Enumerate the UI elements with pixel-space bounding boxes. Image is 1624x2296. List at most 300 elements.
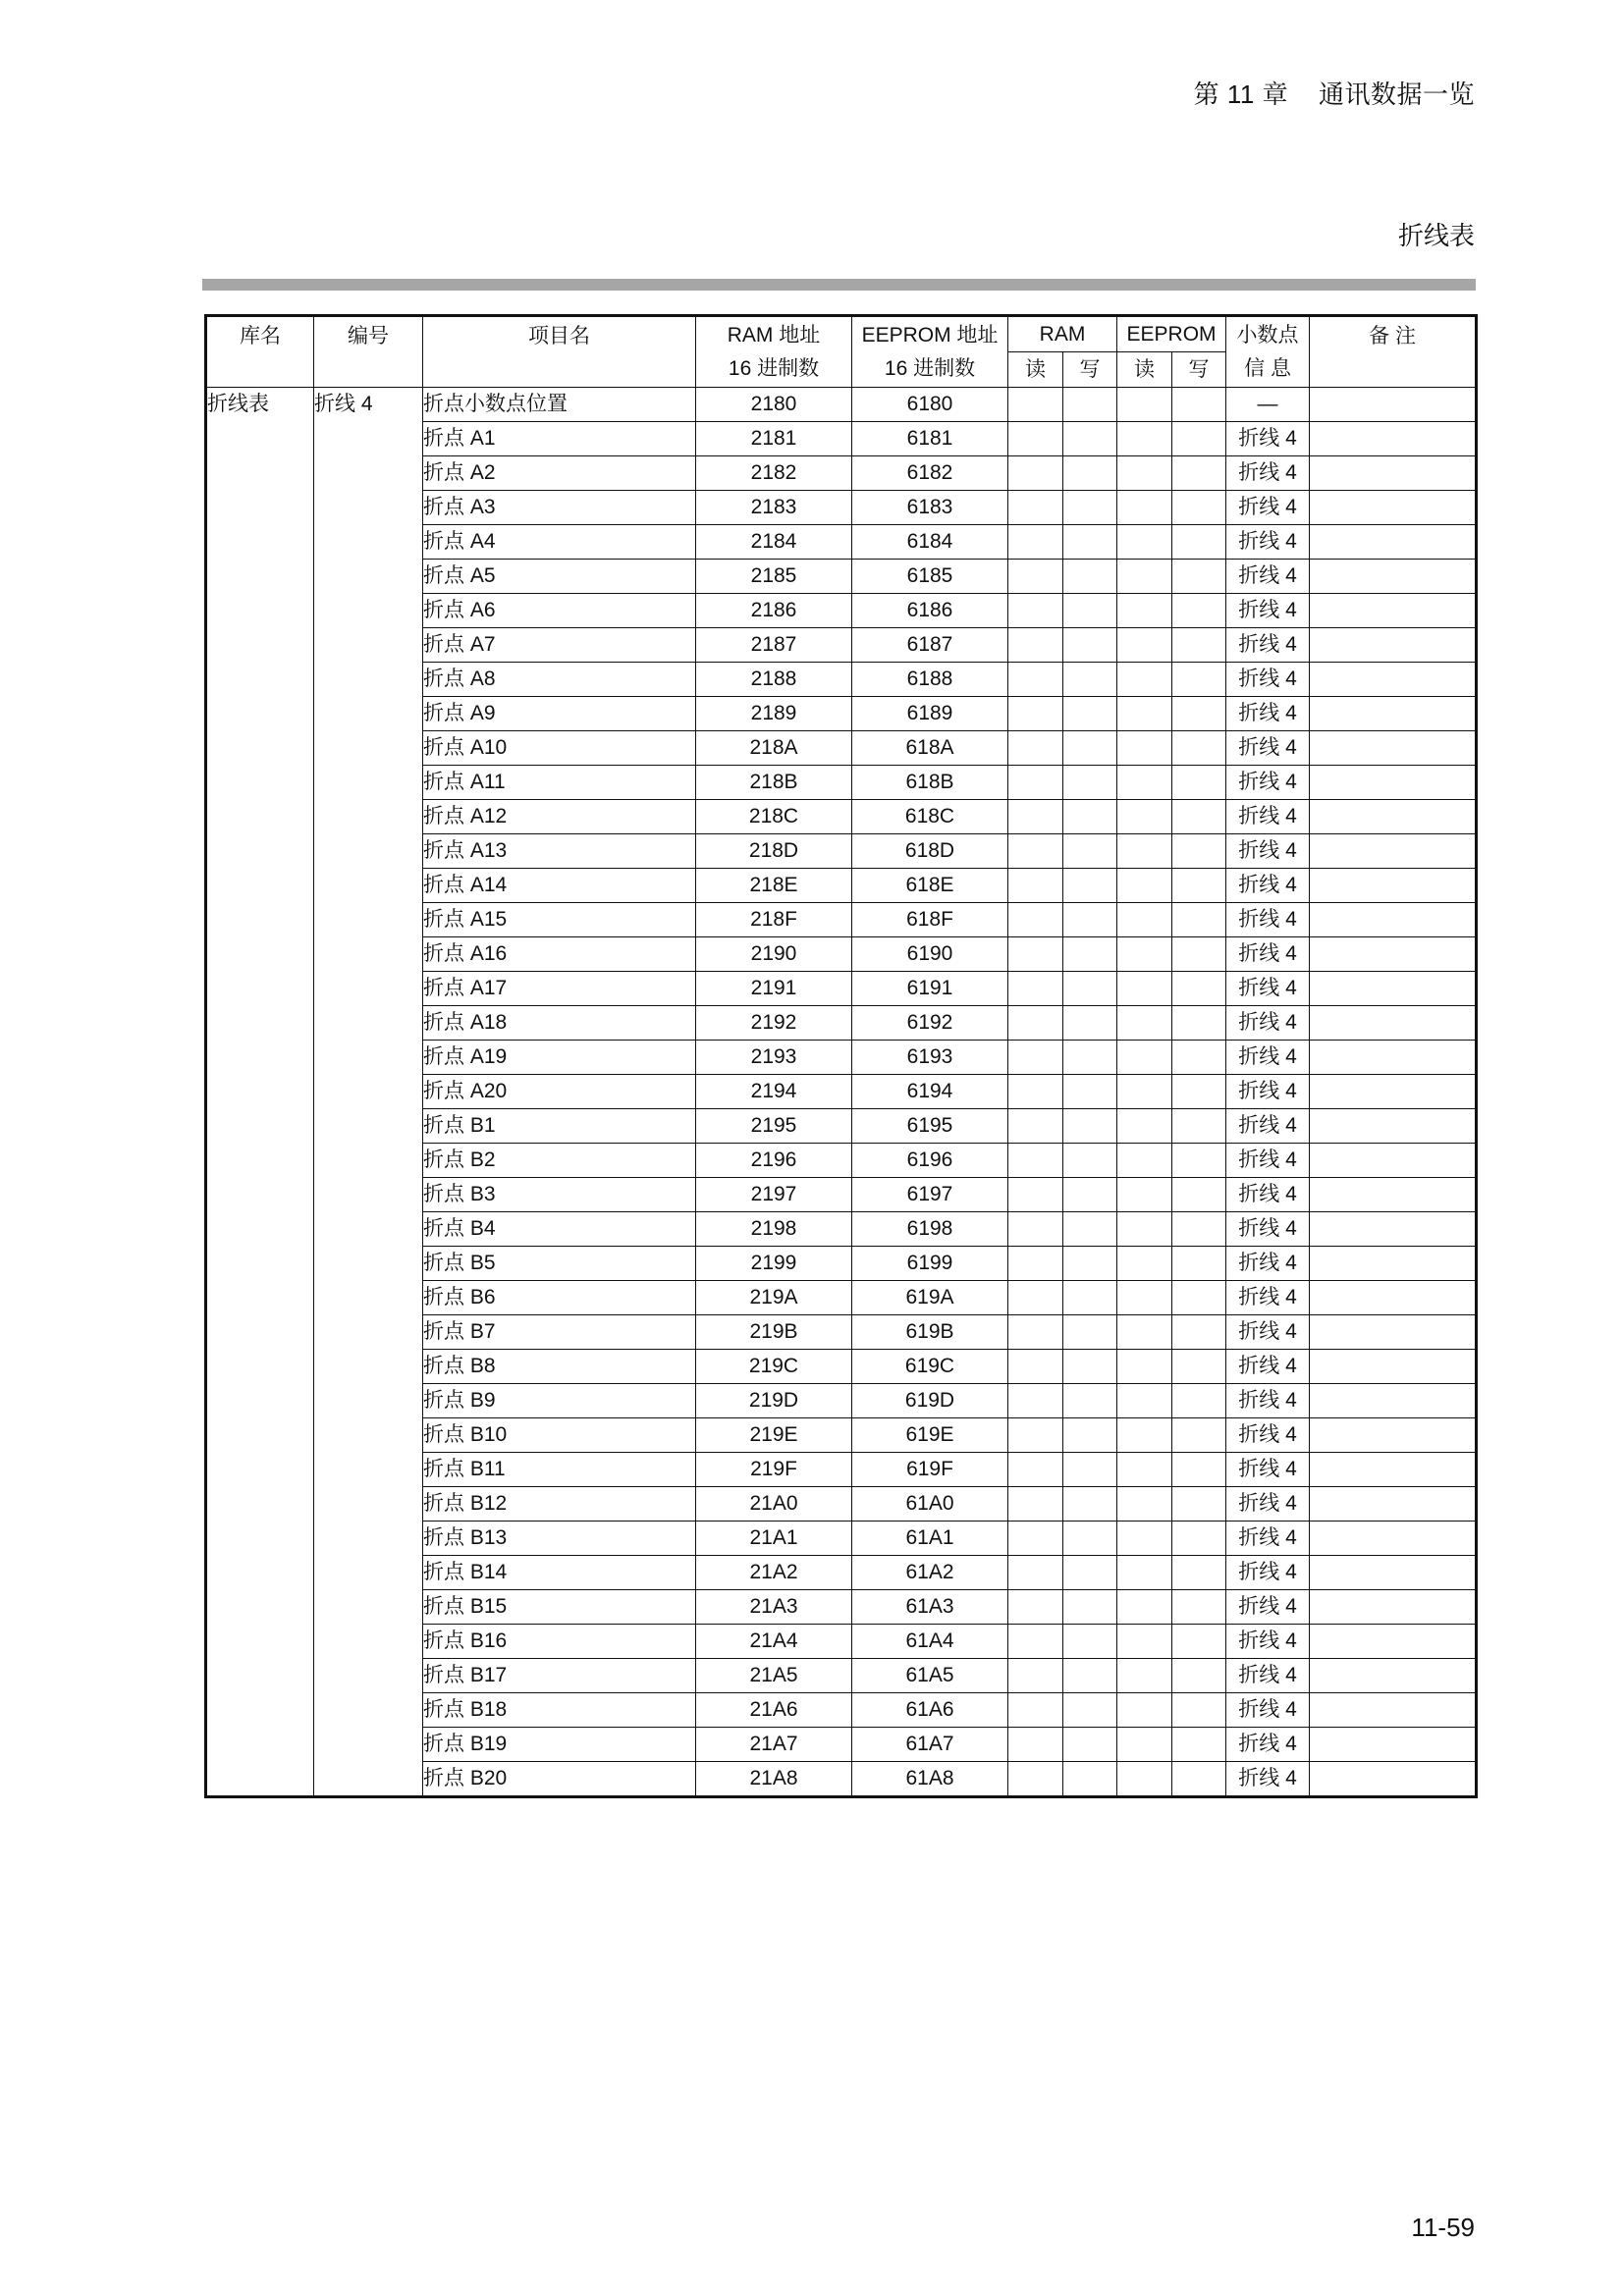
item-name-cell: 折点 A12 xyxy=(423,800,696,834)
eeprom-write-cell xyxy=(1172,1625,1226,1659)
eeprom-write-cell xyxy=(1172,525,1226,560)
ram-write-cell xyxy=(1063,1350,1117,1384)
eeprom-read-cell xyxy=(1117,1418,1172,1453)
section-divider-bar xyxy=(202,279,1476,291)
item-name-cell: 折点 B9 xyxy=(423,1384,696,1418)
remarks-cell xyxy=(1310,422,1477,456)
remarks-cell xyxy=(1310,594,1477,628)
eeprom-read-cell xyxy=(1117,560,1172,594)
ram-address-cell: 2198 xyxy=(696,1212,852,1247)
eeprom-address-cell: 6187 xyxy=(852,628,1008,663)
item-name-cell: 折点 A10 xyxy=(423,731,696,766)
remarks-cell xyxy=(1310,1556,1477,1590)
eeprom-address-cell: 61A6 xyxy=(852,1693,1008,1728)
ram-address-cell: 2189 xyxy=(696,697,852,731)
remarks-cell xyxy=(1310,1487,1477,1522)
item-name-cell: 折点 A20 xyxy=(423,1075,696,1109)
eeprom-write-cell xyxy=(1172,1487,1226,1522)
eeprom-write-cell xyxy=(1172,422,1226,456)
table-body xyxy=(206,388,1477,1797)
eeprom-write-cell xyxy=(1172,1144,1226,1178)
eeprom-write-cell xyxy=(1172,1522,1226,1556)
decimal-info-cell: 折线 4 xyxy=(1226,1659,1310,1693)
item-name-cell: 折点 B10 xyxy=(423,1418,696,1453)
remarks-cell xyxy=(1310,731,1477,766)
ram-read-cell xyxy=(1008,1418,1063,1453)
remarks-cell xyxy=(1310,1418,1477,1453)
eeprom-read-cell xyxy=(1117,1178,1172,1212)
header-ram-address-line2: 16 进制数 xyxy=(728,356,820,380)
remarks-cell xyxy=(1310,1762,1477,1797)
eeprom-address-cell: 61A1 xyxy=(852,1522,1008,1556)
remarks-cell xyxy=(1310,937,1477,972)
ram-write-cell xyxy=(1063,1659,1117,1693)
ram-address-cell: 219B xyxy=(696,1315,852,1350)
ram-address-cell: 2193 xyxy=(696,1041,852,1075)
eeprom-read-cell xyxy=(1117,388,1172,422)
eeprom-write-cell xyxy=(1172,628,1226,663)
decimal-info-cell: 折线 4 xyxy=(1226,1006,1310,1041)
decimal-info-cell: 折线 4 xyxy=(1226,937,1310,972)
eeprom-address-cell: 6189 xyxy=(852,697,1008,731)
item-name-cell: 折点小数点位置 xyxy=(423,388,696,422)
ram-write-cell xyxy=(1063,800,1117,834)
eeprom-write-cell xyxy=(1172,1315,1226,1350)
header-decimal-line2: 信 息 xyxy=(1244,356,1291,380)
ram-write-cell xyxy=(1063,1178,1117,1212)
decimal-info-cell: 折线 4 xyxy=(1226,869,1310,903)
remarks-cell xyxy=(1310,1625,1477,1659)
remarks-cell xyxy=(1310,869,1477,903)
item-name-cell: 折点 A19 xyxy=(423,1041,696,1075)
ram-read-cell xyxy=(1008,1041,1063,1075)
decimal-info-cell: 折线 4 xyxy=(1226,1109,1310,1144)
ram-address-cell: 2196 xyxy=(696,1144,852,1178)
ram-write-cell xyxy=(1063,1522,1117,1556)
ram-address-cell: 21A8 xyxy=(696,1762,852,1797)
eeprom-read-cell xyxy=(1117,731,1172,766)
ram-address-cell: 219D xyxy=(696,1384,852,1418)
ram-read-cell xyxy=(1008,1315,1063,1350)
eeprom-address-cell: 6191 xyxy=(852,972,1008,1006)
table-header xyxy=(206,316,1477,388)
remarks-cell xyxy=(1310,903,1477,937)
ram-read-cell xyxy=(1008,1384,1063,1418)
eeprom-address-cell: 6184 xyxy=(852,525,1008,560)
item-name-cell: 折点 A16 xyxy=(423,937,696,972)
ram-read-cell xyxy=(1008,1006,1063,1041)
item-name-cell: 折点 B12 xyxy=(423,1487,696,1522)
eeprom-read-cell xyxy=(1117,1625,1172,1659)
eeprom-write-cell xyxy=(1172,1178,1226,1212)
eeprom-write-cell xyxy=(1172,972,1226,1006)
eeprom-address-cell: 6196 xyxy=(852,1144,1008,1178)
item-name-cell: 折点 A9 xyxy=(423,697,696,731)
eeprom-address-cell: 6186 xyxy=(852,594,1008,628)
eeprom-read-cell xyxy=(1117,1384,1172,1418)
ram-address-cell: 2191 xyxy=(696,972,852,1006)
ram-read-cell xyxy=(1008,1522,1063,1556)
eeprom-write-cell xyxy=(1172,869,1226,903)
item-name-cell: 折点 B8 xyxy=(423,1350,696,1384)
decimal-info-cell: 折线 4 xyxy=(1226,1281,1310,1315)
header-eeprom-read: 读 xyxy=(1117,352,1172,388)
decimal-info-cell: 折线 4 xyxy=(1226,1384,1310,1418)
item-name-cell: 折点 A18 xyxy=(423,1006,696,1041)
eeprom-address-cell: 618E xyxy=(852,869,1008,903)
ram-read-cell xyxy=(1008,422,1063,456)
eeprom-write-cell xyxy=(1172,1728,1226,1762)
ram-address-cell: 2188 xyxy=(696,663,852,697)
header-decimal-line1: 小数点 xyxy=(1236,323,1299,347)
remarks-cell xyxy=(1310,1144,1477,1178)
eeprom-address-cell: 618D xyxy=(852,834,1008,869)
eeprom-address-cell: 61A0 xyxy=(852,1487,1008,1522)
ram-write-cell xyxy=(1063,1006,1117,1041)
eeprom-address-cell: 61A5 xyxy=(852,1659,1008,1693)
ram-write-cell xyxy=(1063,972,1117,1006)
eeprom-read-cell xyxy=(1117,1075,1172,1109)
remarks-cell xyxy=(1310,1522,1477,1556)
eeprom-write-cell xyxy=(1172,1350,1226,1384)
ram-read-cell xyxy=(1008,594,1063,628)
ram-read-cell xyxy=(1008,834,1063,869)
ram-write-cell xyxy=(1063,1418,1117,1453)
ram-read-cell xyxy=(1008,560,1063,594)
eeprom-address-cell: 61A2 xyxy=(852,1556,1008,1590)
eeprom-write-cell xyxy=(1172,1109,1226,1144)
eeprom-read-cell xyxy=(1117,903,1172,937)
eeprom-address-cell: 6183 xyxy=(852,491,1008,525)
eeprom-read-cell xyxy=(1117,1281,1172,1315)
eeprom-address-cell: 6194 xyxy=(852,1075,1008,1109)
eeprom-write-cell xyxy=(1172,1075,1226,1109)
ram-read-cell xyxy=(1008,1590,1063,1625)
eeprom-address-cell: 6180 xyxy=(852,388,1008,422)
eeprom-write-cell xyxy=(1172,1212,1226,1247)
ram-address-cell: 2183 xyxy=(696,491,852,525)
ram-read-cell xyxy=(1008,1762,1063,1797)
eeprom-read-cell xyxy=(1117,456,1172,491)
decimal-info-cell: 折线 4 xyxy=(1226,422,1310,456)
item-name-cell: 折点 B18 xyxy=(423,1693,696,1728)
remarks-cell xyxy=(1310,800,1477,834)
eeprom-address-cell: 6192 xyxy=(852,1006,1008,1041)
ram-address-cell: 2195 xyxy=(696,1109,852,1144)
eeprom-address-cell: 618B xyxy=(852,766,1008,800)
ram-address-cell: 219A xyxy=(696,1281,852,1315)
item-name-cell: 折点 B6 xyxy=(423,1281,696,1315)
decimal-info-cell: 折线 4 xyxy=(1226,1693,1310,1728)
ram-write-cell xyxy=(1063,1109,1117,1144)
item-name-cell: 折点 A3 xyxy=(423,491,696,525)
eeprom-read-cell xyxy=(1117,937,1172,972)
remarks-cell xyxy=(1310,1315,1477,1350)
eeprom-read-cell xyxy=(1117,1247,1172,1281)
ram-address-cell: 21A3 xyxy=(696,1590,852,1625)
ram-write-cell xyxy=(1063,491,1117,525)
ram-address-cell: 21A0 xyxy=(696,1487,852,1522)
decimal-info-cell: 折线 4 xyxy=(1226,525,1310,560)
number-cell: 折线 4 xyxy=(314,388,423,1797)
remarks-cell xyxy=(1310,1728,1477,1762)
remarks-cell xyxy=(1310,1281,1477,1315)
header-ram-read: 读 xyxy=(1008,352,1063,388)
ram-address-cell: 218B xyxy=(696,766,852,800)
eeprom-write-cell xyxy=(1172,1693,1226,1728)
ram-read-cell xyxy=(1008,388,1063,422)
item-name-cell: 折点 B2 xyxy=(423,1144,696,1178)
eeprom-address-cell: 619E xyxy=(852,1418,1008,1453)
decimal-info-cell: 折线 4 xyxy=(1226,1041,1310,1075)
eeprom-address-cell: 6193 xyxy=(852,1041,1008,1075)
eeprom-read-cell xyxy=(1117,1212,1172,1247)
ram-read-cell xyxy=(1008,1659,1063,1693)
ram-read-cell xyxy=(1008,628,1063,663)
ram-read-cell xyxy=(1008,1281,1063,1315)
item-name-cell: 折点 B11 xyxy=(423,1453,696,1487)
ram-write-cell xyxy=(1063,697,1117,731)
eeprom-read-cell xyxy=(1117,1522,1172,1556)
header-eeprom-address xyxy=(852,316,1008,388)
ram-write-cell xyxy=(1063,628,1117,663)
eeprom-write-cell xyxy=(1172,1281,1226,1315)
ram-read-cell xyxy=(1008,1350,1063,1384)
remarks-cell xyxy=(1310,1075,1477,1109)
eeprom-read-cell xyxy=(1117,1144,1172,1178)
eeprom-read-cell xyxy=(1117,1693,1172,1728)
ram-address-cell: 218A xyxy=(696,731,852,766)
ram-write-cell xyxy=(1063,663,1117,697)
remarks-cell xyxy=(1310,1212,1477,1247)
decimal-info-cell: 折线 4 xyxy=(1226,663,1310,697)
header-library: 库名 xyxy=(206,316,314,388)
decimal-info-cell: 折线 4 xyxy=(1226,491,1310,525)
eeprom-read-cell xyxy=(1117,525,1172,560)
header-decimal-info xyxy=(1226,316,1310,388)
item-name-cell: 折点 B20 xyxy=(423,1762,696,1797)
eeprom-write-cell xyxy=(1172,731,1226,766)
remarks-cell xyxy=(1310,628,1477,663)
decimal-info-cell: — xyxy=(1226,388,1310,422)
ram-read-cell xyxy=(1008,1556,1063,1590)
eeprom-address-cell: 61A4 xyxy=(852,1625,1008,1659)
eeprom-read-cell xyxy=(1117,1041,1172,1075)
eeprom-read-cell xyxy=(1117,972,1172,1006)
remarks-cell xyxy=(1310,1247,1477,1281)
decimal-info-cell: 折线 4 xyxy=(1226,1728,1310,1762)
header-eeprom-write: 写 xyxy=(1172,352,1226,388)
ram-write-cell xyxy=(1063,560,1117,594)
ram-address-cell: 218E xyxy=(696,869,852,903)
ram-read-cell xyxy=(1008,1453,1063,1487)
ram-address-cell: 2192 xyxy=(696,1006,852,1041)
remarks-cell xyxy=(1310,1590,1477,1625)
decimal-info-cell: 折线 4 xyxy=(1226,1144,1310,1178)
item-name-cell: 折点 A4 xyxy=(423,525,696,560)
eeprom-write-cell xyxy=(1172,1418,1226,1453)
ram-address-cell: 21A2 xyxy=(696,1556,852,1590)
eeprom-address-cell: 61A3 xyxy=(852,1590,1008,1625)
remarks-cell xyxy=(1310,560,1477,594)
eeprom-read-cell xyxy=(1117,491,1172,525)
eeprom-write-cell xyxy=(1172,1556,1226,1590)
ram-address-cell: 21A4 xyxy=(696,1625,852,1659)
ram-read-cell xyxy=(1008,1487,1063,1522)
eeprom-read-cell xyxy=(1117,1453,1172,1487)
decimal-info-cell: 折线 4 xyxy=(1226,903,1310,937)
item-name-cell: 折点 B19 xyxy=(423,1728,696,1762)
ram-write-cell xyxy=(1063,1247,1117,1281)
ram-address-cell: 2181 xyxy=(696,422,852,456)
ram-read-cell xyxy=(1008,869,1063,903)
eeprom-read-cell xyxy=(1117,834,1172,869)
chapter-header: 第 11 章 通讯数据一览 xyxy=(1193,80,1475,109)
section-title: 折线表 xyxy=(1397,221,1475,250)
remarks-cell xyxy=(1310,1693,1477,1728)
ram-write-cell xyxy=(1063,1281,1117,1315)
ram-write-cell xyxy=(1063,1041,1117,1075)
remarks-cell xyxy=(1310,766,1477,800)
eeprom-write-cell xyxy=(1172,800,1226,834)
decimal-info-cell: 折线 4 xyxy=(1226,1762,1310,1797)
eeprom-address-cell: 619B xyxy=(852,1315,1008,1350)
eeprom-read-cell xyxy=(1117,1315,1172,1350)
eeprom-address-cell: 6190 xyxy=(852,937,1008,972)
eeprom-address-cell: 6182 xyxy=(852,456,1008,491)
decimal-info-cell: 折线 4 xyxy=(1226,731,1310,766)
eeprom-address-cell: 618A xyxy=(852,731,1008,766)
ram-write-cell xyxy=(1063,766,1117,800)
eeprom-read-cell xyxy=(1117,1350,1172,1384)
ram-write-cell xyxy=(1063,834,1117,869)
eeprom-write-cell xyxy=(1172,697,1226,731)
ram-address-cell: 219C xyxy=(696,1350,852,1384)
eeprom-write-cell xyxy=(1172,937,1226,972)
ram-read-cell xyxy=(1008,972,1063,1006)
eeprom-read-cell xyxy=(1117,1487,1172,1522)
ram-write-cell xyxy=(1063,1556,1117,1590)
eeprom-read-cell xyxy=(1117,663,1172,697)
item-name-cell: 折点 A14 xyxy=(423,869,696,903)
eeprom-address-cell: 6185 xyxy=(852,560,1008,594)
remarks-cell xyxy=(1310,1041,1477,1075)
item-name-cell: 折点 B3 xyxy=(423,1178,696,1212)
item-name-cell: 折点 A7 xyxy=(423,628,696,663)
item-name-cell: 折点 A11 xyxy=(423,766,696,800)
eeprom-address-cell: 6181 xyxy=(852,422,1008,456)
item-name-cell: 折点 A2 xyxy=(423,456,696,491)
header-number: 编号 xyxy=(314,316,423,388)
header-ram: RAM xyxy=(1008,316,1117,352)
eeprom-read-cell xyxy=(1117,800,1172,834)
decimal-info-cell: 折线 4 xyxy=(1226,1212,1310,1247)
header-eeprom: EEPROM xyxy=(1117,316,1226,352)
ram-write-cell xyxy=(1063,1075,1117,1109)
item-name-cell: 折点 A13 xyxy=(423,834,696,869)
remarks-cell xyxy=(1310,663,1477,697)
ram-address-cell: 2194 xyxy=(696,1075,852,1109)
ram-write-cell xyxy=(1063,388,1117,422)
eeprom-write-cell xyxy=(1172,1590,1226,1625)
eeprom-write-cell xyxy=(1172,456,1226,491)
eeprom-read-cell xyxy=(1117,1556,1172,1590)
ram-write-cell xyxy=(1063,1315,1117,1350)
eeprom-address-cell: 6188 xyxy=(852,663,1008,697)
decimal-info-cell: 折线 4 xyxy=(1226,1487,1310,1522)
ram-write-cell xyxy=(1063,1625,1117,1659)
eeprom-read-cell xyxy=(1117,1109,1172,1144)
decimal-info-cell: 折线 4 xyxy=(1226,1418,1310,1453)
eeprom-write-cell xyxy=(1172,903,1226,937)
ram-write-cell xyxy=(1063,422,1117,456)
eeprom-address-cell: 6199 xyxy=(852,1247,1008,1281)
decimal-info-cell: 折线 4 xyxy=(1226,1178,1310,1212)
remarks-cell xyxy=(1310,1006,1477,1041)
ram-write-cell xyxy=(1063,456,1117,491)
ram-read-cell xyxy=(1008,766,1063,800)
eeprom-address-cell: 619C xyxy=(852,1350,1008,1384)
decimal-info-cell: 折线 4 xyxy=(1226,800,1310,834)
decimal-info-cell: 折线 4 xyxy=(1226,1556,1310,1590)
eeprom-write-cell xyxy=(1172,1453,1226,1487)
eeprom-read-cell xyxy=(1117,869,1172,903)
remarks-cell xyxy=(1310,1350,1477,1384)
remarks-cell xyxy=(1310,388,1477,422)
ram-address-cell: 21A7 xyxy=(696,1728,852,1762)
ram-write-cell xyxy=(1063,869,1117,903)
decimal-info-cell: 折线 4 xyxy=(1226,1350,1310,1384)
ram-read-cell xyxy=(1008,903,1063,937)
ram-write-cell xyxy=(1063,1487,1117,1522)
ram-write-cell xyxy=(1063,1212,1117,1247)
ram-read-cell xyxy=(1008,1247,1063,1281)
remarks-cell xyxy=(1310,456,1477,491)
ram-read-cell xyxy=(1008,1075,1063,1109)
eeprom-address-cell: 619A xyxy=(852,1281,1008,1315)
remarks-cell xyxy=(1310,1109,1477,1144)
eeprom-write-cell xyxy=(1172,560,1226,594)
eeprom-write-cell xyxy=(1172,1006,1226,1041)
eeprom-read-cell xyxy=(1117,1762,1172,1797)
ram-read-cell xyxy=(1008,731,1063,766)
eeprom-read-cell xyxy=(1117,422,1172,456)
item-name-cell: 折点 B7 xyxy=(423,1315,696,1350)
library-cell: 折线表 xyxy=(206,388,314,1797)
eeprom-address-cell: 61A7 xyxy=(852,1728,1008,1762)
eeprom-read-cell xyxy=(1117,697,1172,731)
decimal-info-cell: 折线 4 xyxy=(1226,1625,1310,1659)
ram-address-cell: 218C xyxy=(696,800,852,834)
item-name-cell: 折点 B16 xyxy=(423,1625,696,1659)
eeprom-write-cell xyxy=(1172,1659,1226,1693)
ram-write-cell xyxy=(1063,1728,1117,1762)
ram-write-cell xyxy=(1063,1384,1117,1418)
communication-data-table xyxy=(204,314,1478,1798)
eeprom-address-cell: 6198 xyxy=(852,1212,1008,1247)
decimal-info-cell: 折线 4 xyxy=(1226,834,1310,869)
eeprom-write-cell xyxy=(1172,388,1226,422)
ram-address-cell: 21A6 xyxy=(696,1693,852,1728)
item-name-cell: 折点 B17 xyxy=(423,1659,696,1693)
remarks-cell xyxy=(1310,1384,1477,1418)
item-name-cell: 折点 B15 xyxy=(423,1590,696,1625)
ram-write-cell xyxy=(1063,1693,1117,1728)
eeprom-write-cell xyxy=(1172,1762,1226,1797)
ram-write-cell xyxy=(1063,731,1117,766)
header-ram-write: 写 xyxy=(1063,352,1117,388)
ram-read-cell xyxy=(1008,1625,1063,1659)
